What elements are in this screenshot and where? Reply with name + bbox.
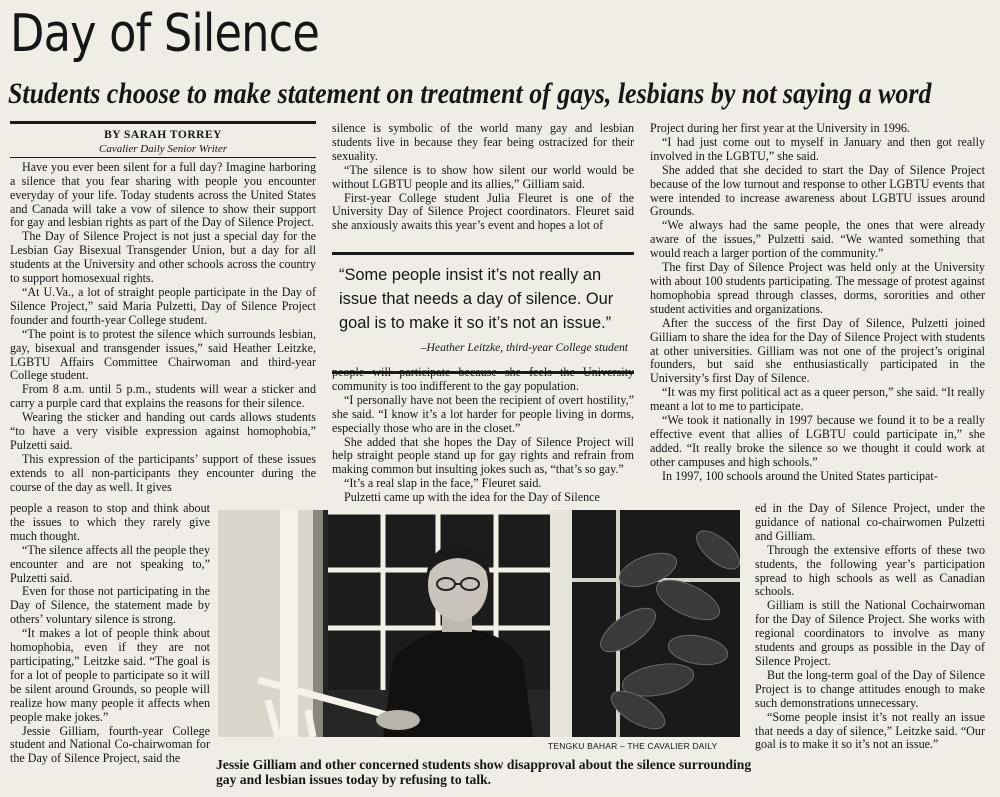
- photo-credit: TENGKU BAHAR – THE CAVALIER DAILY: [548, 741, 718, 751]
- column-3-narrow: [755, 502, 985, 752]
- article-paragraph: Jessie Gilliam, fourth-year College student and National Co-chairwoman for the Day of Silence Project, said the: [10, 723, 210, 766]
- article-paragraph: The first Day of Silence Project was held only at the University with about 100 students participating. The message of protest against homophobia spread through classes, dorms, sororities and other student activities and organizations.: [650, 260, 985, 316]
- article-paragraph: She added that she hopes the Day of Silence Project will help straight people stand up for gay rights and refrain from making common but insulting jokes such as, “that’s so gay.”: [332, 434, 634, 477]
- column-3: [650, 122, 985, 484]
- byline-top-rule: [10, 121, 316, 124]
- article-paragraph: “We took it nationally in 1997 because we found it to be a really effective event that allies of LGBTU could participate in,” she added. “It really broke the silence so we thought it could work at other campuses and high schools.”: [650, 413, 985, 469]
- article-paragraph: “It’s a real slap in the face,” Fleuret said.: [344, 476, 542, 491]
- subheadline: Students choose to make statement on treatment of gays, lesbians by not saying a word: [8, 77, 932, 110]
- column-3-narrow-body: [755, 502, 985, 752]
- byline: BY SARAH TORREY: [104, 129, 222, 141]
- article-paragraph: “I personally have not been the recipient of overt hostility,” she said. “I know it’s a lot harder for people living in dorms, especially those who are in the closet.”: [332, 392, 634, 435]
- article-paragraph: “I had just come out to myself in January and then got really involved in the LGBTU,” she said.: [650, 134, 985, 163]
- news-photo: [218, 510, 740, 737]
- article-paragraph: “Some people insist it’s not really an issue that needs a day of silence,” Leitzke said. “Our goal is to make it so it’s not an issue.”: [755, 709, 985, 752]
- photo-caption: Jessie Gilliam and other concerned students show disapproval about the silence surrounding gay and lesbian issues today by refusing to talk.: [216, 757, 752, 787]
- column-3-body: [650, 122, 985, 484]
- article-paragraph: Pulzetti came up with the idea for the Day of Silence: [344, 490, 600, 505]
- article-paragraph: The Day of Silence Project is not just a special day for the Lesbian Gay Bisexual Transgender Union, but a day for all students at the University and other schools across the country to support homosexual rights.: [10, 229, 316, 286]
- column-1-narrow-body: [10, 502, 210, 766]
- article-paragraph: Wearing the sticker and handing out cards allows students “to have a very visible expression against homophobia,” Pulzetti said.: [10, 410, 316, 452]
- byline-role: Cavalier Daily Senior Writer: [98, 142, 227, 155]
- column-2-top: [332, 122, 634, 233]
- article-paragraph: She added that she decided to start the Day of Silence Project because of the low turnout and response to other LGBTU events that were intended to increase awareness about LGBTU issues around Grounds.: [650, 162, 985, 219]
- article-paragraph: “We always had the same people, the ones that were already aware of the issues,” Pulzetti said. “We wanted something that would reach a larger portion of the community.”: [650, 218, 985, 261]
- article-paragraph: This expression of the participants’ support of these issues extends to all non-participants they encounter during the course of the day as well. It gives: [10, 451, 316, 494]
- article-paragraph: people a reason to stop and think about the issues to which they rarely give much thought.: [10, 501, 210, 543]
- photo-illustration: [218, 510, 740, 737]
- column-2-bottom-body: [332, 366, 634, 505]
- article-paragraph: “The silence is to show how silent our world would be without LGBTU people and its allies,” Gilliam said.: [332, 162, 634, 191]
- article-paragraph: After the success of the first Day of Silence, Pulzetti joined Gilliam to share the idea for the Day of Silence Project with students at other universities. Gilliam was not one of the project’s original founders, but said she enthusiastically participated in the University’s first Day of Silence.: [650, 315, 985, 386]
- article-paragraph: ed in the Day of Silence Project, under the guidance of national co-chairwomen Pulzetti and Gilliam.: [755, 501, 985, 543]
- article-paragraph: From 8 a.m. until 5 p.m., students will wear a sticker and carry a purple card that explains the reasons for their silence.: [10, 382, 316, 411]
- article-paragraph: Even for those not participating in the Day of Silence, the statement made by others’ voluntary silence is strong.: [10, 584, 210, 627]
- article-paragraph: Gilliam is still the National Cochairwoman for the Day of Silence Project. She works with regional coordinators to involve as many students and groups as possible in the Day of Silence Project.: [755, 598, 985, 668]
- article-paragraph: Have you ever been silent for a full day? Imagine harboring a silence that you fear sharing with people you encounter everyday of your life. Today students across the United States and Canada will take a vow of silence to show their support for gay and lesbian rights as part of the Day of Silence Project.: [10, 159, 316, 230]
- pull-quote-text: “Some people insist it’s not really an issue that needs a day of silence. Our goal is to make it so it’s not an issue.”: [339, 266, 614, 332]
- article-paragraph: “The silence affects all the people they encounter and are not speaking to,” Pulzetti said.: [10, 542, 210, 585]
- article-paragraph: “It was my first political act as a queer person,” she said. “It really meant a lot to me to participate.: [650, 385, 985, 414]
- column-1: [10, 129, 316, 495]
- article-paragraph: “It makes a lot of people think about homophobia, even if they are not participating,” Leitzke said. “The goal is for a lot of people to participate so it will be silent around Grounds, so people will realize how many people it affects when people make jokes.”: [10, 626, 210, 724]
- article-paragraph: First-year College student Julia Fleuret is one of the University Day of Silence Project coordinators. Fleuret said she anxiously awaits this year’s event and hopes a lot of: [332, 190, 634, 233]
- pull-quote-attribution: –Heather Leitzke, third-year College student: [420, 341, 628, 354]
- article-paragraph: In 1997, 100 schools around the United States participat-: [662, 468, 938, 483]
- column-1-body: [10, 161, 316, 495]
- article-paragraph: But the long-term goal of the Day of Silence Project is to change attitudes enough to make such demonstrations unnecessary.: [755, 667, 985, 710]
- article-paragraph: Project during her first year at the University in 1996.: [650, 121, 910, 135]
- article-paragraph: “At U.Va., a lot of straight people participate in the Day of Silence Project,” said Maria Pulzetti, Day of Silence Project founder and fourth-year College student.: [10, 284, 316, 327]
- column-1-narrow: [10, 502, 210, 766]
- pull-quote: [332, 252, 634, 374]
- article-paragraph: silence is symbolic of the world many gay and lesbian students live in because they fear being ostracized for their sexuality.: [332, 121, 634, 163]
- article-paragraph: Through the extensive efforts of these two students, the following year’s participation spread to high schools as well as Canadian schools.: [755, 542, 985, 599]
- article-paragraph: people will participate because she feels the University community is too indifferent to the gay population.: [332, 365, 634, 393]
- column-2-bottom: [332, 366, 634, 505]
- article-paragraph: “The point is to protest the silence which surrounds lesbian, gay, bisexual and transgender issues,” said Heather Leitzke, LGBTU Affairs Committee Chairwoman and third-year College student.: [10, 326, 316, 383]
- column-2-top-body: [332, 122, 634, 233]
- headline: Day of Silence: [10, 4, 319, 64]
